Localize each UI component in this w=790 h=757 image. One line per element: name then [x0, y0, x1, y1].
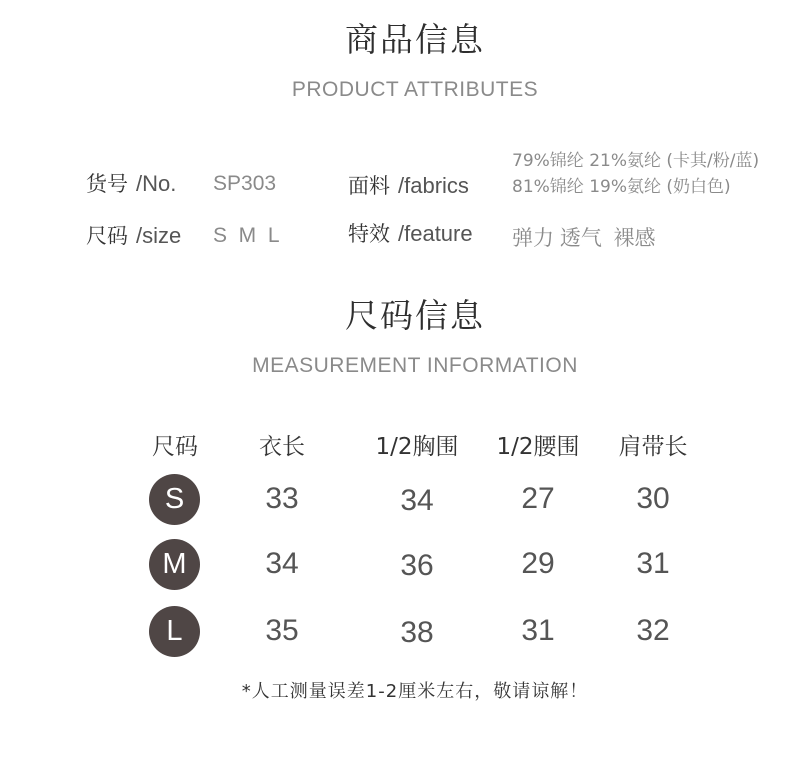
- fabrics-label: [348, 170, 469, 200]
- header-size: 尺码: [152, 434, 198, 460]
- feature-label-en: /feature: [398, 221, 473, 246]
- size-badge-s: S: [149, 474, 200, 525]
- table-cell: 34: [265, 547, 299, 580]
- size-badge-l: L: [149, 606, 200, 657]
- size-label-cn: 尺码: [86, 224, 128, 248]
- feature-value: 弹力 透气 裸感: [512, 227, 656, 250]
- measurement-error-note: *人工测量误差1-2厘米左右，敬请谅解！: [241, 681, 589, 702]
- size-label: [86, 220, 181, 250]
- fabric-line: 79%锦纶 21%氨纶 (卡其/粉/蓝): [512, 151, 760, 171]
- header-half-chest: 1/2胸围: [375, 434, 459, 460]
- table-cell: 33: [265, 482, 299, 515]
- table-cell: 36: [400, 549, 434, 582]
- feature-label: [348, 218, 473, 248]
- table-cell: 32: [636, 614, 670, 647]
- fabrics-label-en: /fabrics: [398, 173, 469, 198]
- header-half-waist: 1/2腰围: [496, 434, 580, 460]
- table-cell: 31: [636, 547, 670, 580]
- item-no-value: SP303: [213, 172, 277, 195]
- fabrics-label-cn: 面料: [348, 174, 390, 198]
- item-no-label: [86, 168, 176, 198]
- size-label-en: /size: [136, 223, 182, 248]
- measurement-information-subtitle: MEASUREMENT INFORMATION: [252, 354, 578, 377]
- table-cell: 38: [400, 616, 434, 649]
- table-cell: 30: [636, 482, 670, 515]
- feature-label-cn: 特效: [348, 222, 390, 246]
- item-no-label-cn: 货号: [86, 172, 128, 196]
- item-no-label-en: /No.: [136, 171, 177, 196]
- table-cell: 27: [521, 482, 555, 515]
- product-attributes-subtitle: PRODUCT ATTRIBUTES: [291, 78, 539, 101]
- table-cell: 35: [265, 614, 299, 647]
- size-value: S M L: [213, 224, 280, 247]
- size-badge-m: M: [149, 539, 200, 590]
- fabric-line: 81%锦纶 19%氨纶 (奶白色): [512, 177, 731, 197]
- product-info-title: 商品信息: [345, 20, 485, 59]
- table-cell: 34: [400, 484, 434, 517]
- header-length: 衣长: [259, 434, 305, 460]
- table-cell: 29: [521, 547, 555, 580]
- table-cell: 31: [521, 614, 555, 647]
- measurement-info-title: 尺码信息: [345, 296, 485, 335]
- fabrics-value: [512, 148, 759, 200]
- header-strap-length: 肩带长: [618, 434, 688, 460]
